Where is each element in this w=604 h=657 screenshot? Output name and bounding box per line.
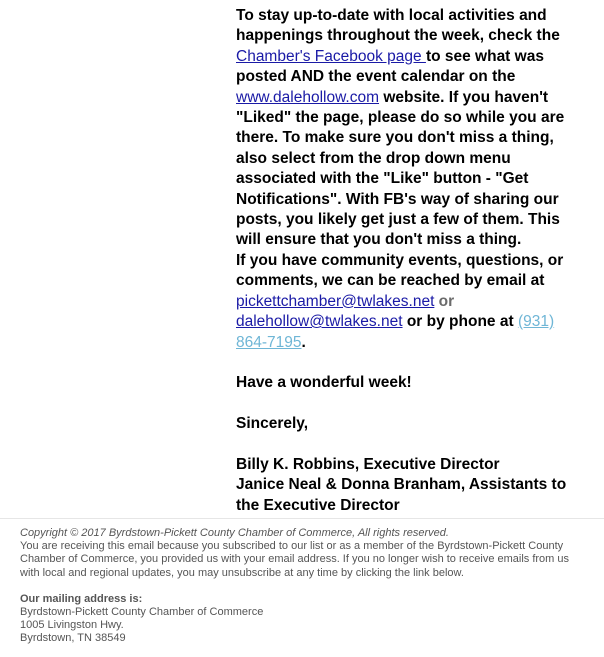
address-line-3: Byrdstown, TN 38549 — [20, 632, 126, 645]
address-line-1: Byrdstown-Pickett County Chamber of Commerce — [20, 606, 264, 619]
spacer — [236, 394, 574, 414]
phone-prefix: or by phone at — [402, 313, 518, 331]
period-text: . — [301, 333, 306, 351]
footer-content — [20, 527, 580, 646]
copyright-text: Copyright © 2017 Byrdstown-Pickett County Chamber of Commerce, All rights reserved. — [20, 527, 449, 539]
phone-link[interactable]: (931) 864-7195 — [236, 313, 555, 351]
closing-text: Have a wonderful week! — [236, 374, 412, 392]
paragraph-text: to see what was posted AND the event calendar on the — [236, 47, 544, 86]
paragraph-facebook — [236, 6, 574, 251]
website-link[interactable]: www.dalehollow.com — [236, 88, 380, 106]
paragraph-text: If you have community events, questions, or comments, we can be reached by email at — [236, 251, 564, 290]
or-text: or — [434, 292, 455, 310]
email-link-dalehollow[interactable]: dalehollow@twlakes.net — [236, 313, 403, 331]
signoff-text: Sincerely, — [236, 415, 309, 433]
subscription-reason: You are receiving this email because you subscribed to our list or as a member of the Byrdstown-Pickett County Chamber of Commerce, you provided us with your email address. If you no longer wish to receive emails from us with local and regional updates, you may unsubscribe at any time by clicking the link below. — [20, 540, 570, 579]
paragraph-contact — [236, 251, 574, 353]
signature-line-2: Janice Neal & Donna Branham, Assistants to the Executive Director — [236, 476, 567, 514]
spacer — [236, 353, 574, 373]
address-line-2: 1005 Livingston Hwy. — [20, 619, 124, 632]
signature-line-1: Billy K. Robbins, Executive Director — [236, 455, 500, 473]
email-footer — [0, 518, 604, 657]
facebook-page-link[interactable]: Chamber's Facebook page — [236, 47, 426, 65]
spacer — [236, 435, 574, 455]
email-link-pickettchamber[interactable]: pickettchamber@twlakes.net — [236, 292, 435, 310]
paragraph-text: To stay up-to-date with local activities and happenings throughout the week, check the — [236, 7, 560, 45]
email-message — [236, 6, 574, 516]
paragraph-text: website. If you haven't "Liked" the page, please do so while you are there. To make sure you don't miss a thing, also select from the drop down menu associated with the "Like" button - "Get Notifications". With FB's way of sharing our posts, you likely get just a few of them. This will ensure that you don't miss a thing. — [236, 88, 565, 249]
mailing-address-title: Our mailing address is: — [20, 592, 143, 605]
